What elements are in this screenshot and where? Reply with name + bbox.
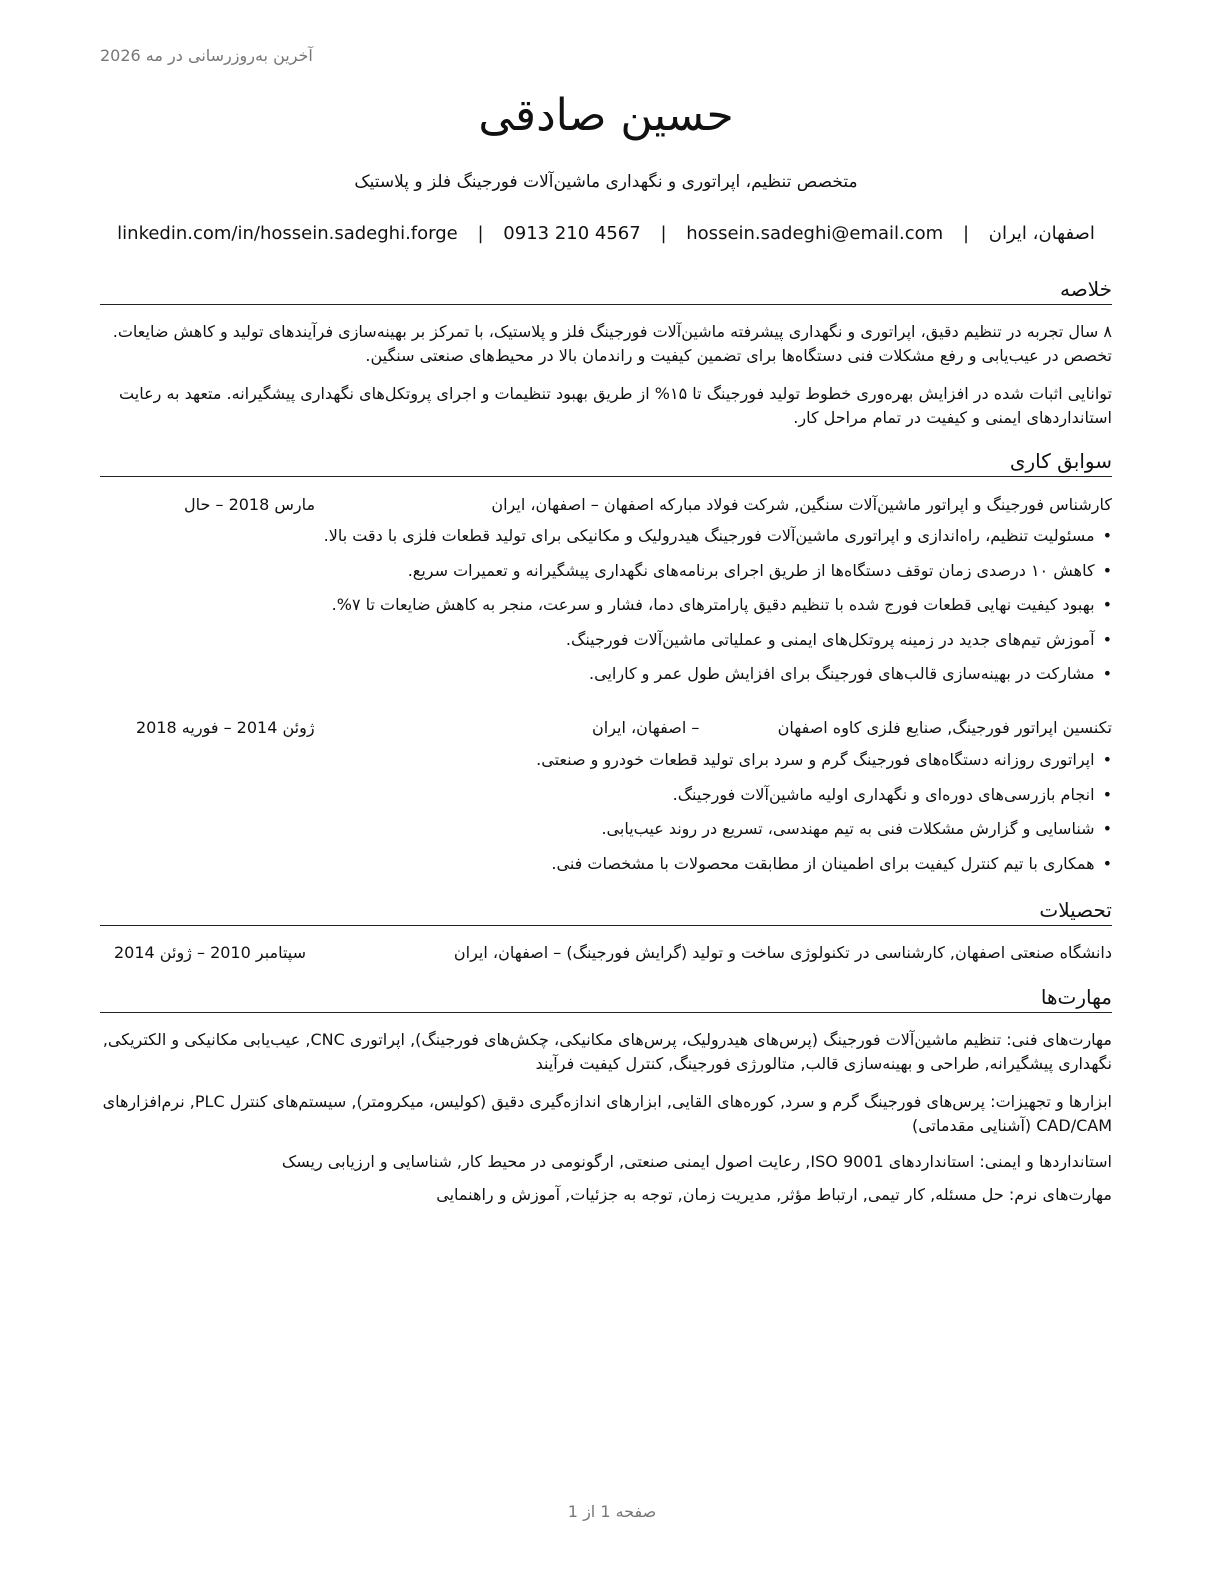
education-heading: تحصیلات	[100, 897, 1112, 926]
person-name: حسین صادقی	[478, 90, 734, 141]
summary-paragraph-2: توانایی اثبات شده در افزایش بهره‌وری خطوط تولید فورجینگ تا ۱۵% از طریق بهبود تنظیمات و اجرای پروتکل‌های نگهداری پیشگیرانه. متعهد به رعایت استانداردهای ایمنی و کیفیت در تمام مراحل کار.	[119, 384, 1112, 427]
contact-linkedin-link[interactable]: linkedin.com/in/hossein.sadeghi.forge	[117, 223, 458, 244]
job-2-location: – اصفهان، ایران	[592, 718, 700, 737]
contact-separator: |	[660, 223, 667, 244]
contact-separator: |	[962, 223, 970, 244]
experience-heading: سوابق کاری	[100, 448, 1112, 477]
list-item: •مسئولیت تنظیم، راه‌اندازی و اپراتوری ماشین‌آلات فورجینگ هیدرولیک و مکانیکی برای تولید قطعات فلزی با دقت بالا.	[323, 526, 1112, 545]
contact-location: اصفهان، ایران	[988, 223, 1095, 244]
list-item: •انجام بازرسی‌های دوره‌ای و نگهداری اولیه ماشین‌آلات فورجینگ.	[672, 784, 1112, 804]
job-1-dates: مارس 2018 – حال	[184, 495, 316, 514]
contact-email-link[interactable]: hossein.sadeghi@email.com	[686, 223, 944, 244]
job-1-bullets	[100, 524, 1112, 697]
list-item: •همکاری با تیم کنترل کیفیت برای اطمینان از مطابقت محصولات با مشخصات فنی.	[551, 853, 1112, 873]
job-1-title: کارشناس فورجینگ و اپراتور ماشین‌آلات سنگین, شرکت فولاد مبارکه اصفهان – اصفهان، ایران	[491, 495, 1112, 514]
list-item: •کاهش ۱۰ درصدی زمان توقف دستگاه‌ها از طریق اجرای برنامه‌های نگهداری پیشگیرانه و تعمیرات سریع.	[407, 560, 1112, 580]
contact-phone: 0913 210 4567	[503, 223, 641, 244]
job-2-header	[100, 716, 1112, 740]
skills-standards: استانداردها و ایمنی: استانداردهای ISO 9001, رعایت اصول ایمنی صنعتی, ارگونومی در محیط کار, شناسایی و ارزیابی ریسک	[281, 1152, 1112, 1171]
skills-soft: مهارت‌های نرم: حل مسئله, کار تیمی, ارتباط مؤثر, مدیریت زمان, توجه به جزئیات, آموزش و راهنمایی	[436, 1185, 1112, 1204]
job-2-dates: ژوئن 2014 – فوریه 2018	[136, 718, 315, 737]
professional-title: متخصص تنظیم، اپراتوری و نگهداری ماشین‌آلات فورجینگ فلز و پلاستیک	[354, 172, 858, 192]
list-item: •مشارکت در بهینه‌سازی قالب‌های فورجینگ برای افزایش طول عمر و کارایی.	[589, 664, 1112, 683]
contact-line	[100, 223, 1112, 244]
summary-heading: خلاصه	[100, 276, 1112, 305]
education-entry	[100, 941, 1112, 965]
skills-technical: مهارت‌های فنی: تنظیم ماشین‌آلات فورجینگ (پرس‌های هیدرولیک، پرس‌های مکانیکی، چکش‌های فورجینگ), اپراتوری CNC, عیب‌یابی مکانیکی و الکتریکی, نگهداری پیشگیرانه, طراحی و بهینه‌سازی قالب, متالورژی فورجینگ, کنترل کیفیت فرآیند	[102, 1030, 1112, 1073]
job-2-bullets	[100, 748, 1112, 886]
skills-tools: ابزارها و تجهیزات: پرس‌های فورجینگ گرم و سرد, کوره‌های القایی, ابزارهای اندازه‌گیری دقیق (کولیس، میکرومتر), سیستم‌های کنترل PLC, نرم‌افزارهای CAD/CAM (آشنایی مقدماتی)	[102, 1092, 1112, 1135]
contact-separator: |	[477, 223, 484, 244]
job-2-title: تکنسین اپراتور فورجینگ, صنایع فلزی کاوه اصفهان	[777, 718, 1112, 737]
job-1-header	[100, 493, 1112, 517]
last-updated-text: آخرین به‌روزرسانی در مه 2026	[100, 46, 313, 65]
list-item: •اپراتوری روزانه دستگاه‌های فورجینگ گرم و سرد برای تولید قطعات خودرو و صنعتی.	[536, 750, 1112, 769]
list-item: •شناسایی و گزارش مشکلات فنی به تیم مهندسی، تسریع در روند عیب‌یابی.	[601, 819, 1112, 838]
list-item: •آموزش تیم‌های جدید در زمینه پروتکل‌های ایمنی و عملیاتی ماشین‌آلات فورجینگ.	[565, 629, 1112, 649]
page-number: صفحه 1 از 1	[567, 1502, 657, 1521]
resume-page	[100, 0, 1112, 1584]
education-degree: دانشگاه صنعتی اصفهان, کارشناسی در تکنولوژی ساخت و تولید (گرایش فورجینگ) – اصفهان، ایران	[453, 943, 1112, 962]
list-item: •بهبود کیفیت نهایی قطعات فورج شده با تنظیم دقیق پارامترهای دما، فشار و سرعت، منجر به کاهش ضایعات تا ۷%.	[331, 595, 1112, 614]
summary-paragraph-1: ۸ سال تجربه در تنظیم دقیق، اپراتوری و نگهداری پیشرفته ماشین‌آلات فورجینگ فلز و پلاستیک، با تمرکز بر بهینه‌سازی فرآیندهای تولید و کاهش ضایعات. تخصص در عیب‌یابی و رفع مشکلات فنی دستگاه‌ها برای تضمین کیفیت و راندمان بالا در محیط‌های صنعتی سنگین.	[112, 322, 1112, 365]
education-dates: سپتامبر 2010 – ژوئن 2014	[114, 943, 307, 962]
skills-heading: مهارت‌ها	[100, 984, 1112, 1013]
